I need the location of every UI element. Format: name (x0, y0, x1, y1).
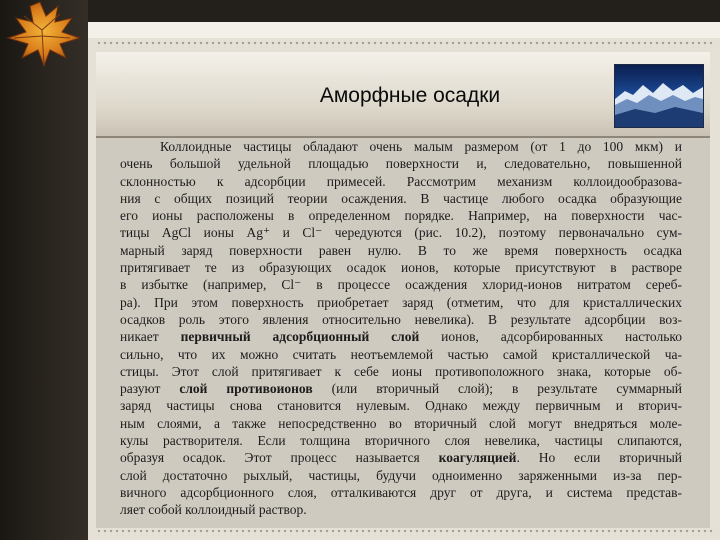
text-line: сильно, что их можно считать неотъемлемой частью самой кристаллической ча- (120, 346, 682, 362)
bold-term: слой противоионов (179, 381, 313, 397)
text-line: притягивает те из образующих осадок ионов, которые присутствуют в растворе (120, 260, 682, 276)
text-line: кулы растворителя. Если толщина вторичного слоя невелика, частицы слипаются, (120, 433, 682, 449)
text-line: образуя осадок. Этот процесс называется коагуляцией. Но если вторичный (120, 450, 682, 466)
bold-term: первичный адсорбционный слой (180, 329, 420, 345)
text-line: разуют слой противоионов (или вторичный слой); в результате суммарный (120, 381, 682, 397)
text-line: Коллоидные частицы обладают очень малым размером (от 1 до 100 мкм) и (160, 139, 682, 154)
text-line: ния с общих позиций теории осаждения. В частице любого осадка образующие (120, 190, 682, 206)
text-line: тицы AgCl ионы Ag⁺ и Cl⁻ чередуются (рис. 10.2), поэтому первоначально сум- (120, 225, 682, 241)
text-line: слой достаточно рыхлый, частицы, будучи одноименно заряженными из-за пер- (120, 467, 682, 483)
text-line: заряд частицы снова становится нулевым. Однако между первичным и вторич- (120, 398, 682, 414)
text-line: осадков роль этого явления относительно невелика). В результате адсорбции воз- (120, 311, 682, 327)
text-line: ным слоями, а также непосредственно во вторичный слой могут внедряться моле- (120, 415, 682, 431)
text-line: склонностью к адсорбции примесей. Рассмотрим механизм коллоидообразова- (120, 173, 682, 189)
left-decorative-band (0, 0, 88, 540)
text-line: его ионы расположены в определенном порядке. Например, на поверхности час- (120, 208, 682, 224)
text-line: очень большой удельной площадью поверхности и, следовательно, повышенной (120, 156, 682, 172)
slide-title: Аморфные осадки (319, 84, 501, 107)
text-line: марный заряд поверхности равен нулю. В то же время поверхность осадка (120, 242, 682, 258)
mountain-photo (614, 64, 704, 128)
bold-term: коагуляцией (438, 450, 517, 466)
text-line: ра). При этом поверхность приобретает заряд (отметим, что для кристаллических (120, 294, 682, 310)
body-paragraph (120, 138, 682, 519)
text-line: вичного адсорбционного слоя, отталкиваются друг от друга, и система представ- (120, 484, 682, 500)
text-line: стицы. Этот слой притягивает к себе ионы противоположного знака, которые об- (120, 363, 682, 379)
bottom-dot-border (96, 528, 716, 536)
text-line: никает первичный адсорбционный слой ионов, адсорбированных настолько (120, 329, 683, 345)
text-line: ляет собой коллоидный раствор. (120, 502, 307, 518)
slide-top-stripe (88, 22, 720, 38)
autumn-leaf-icon (0, 0, 88, 72)
top-dot-border (96, 40, 716, 48)
text-line: в избытке (например, Cl⁻ в процессе осаждения хлорид-ионов нитратом сереб- (120, 277, 682, 293)
